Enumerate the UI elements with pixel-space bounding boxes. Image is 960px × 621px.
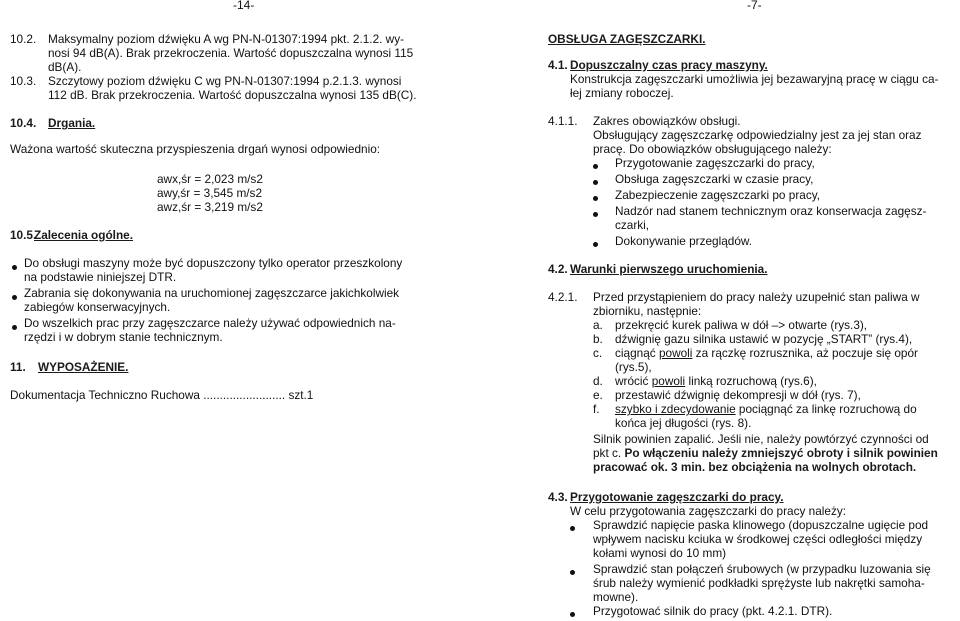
step-label-c: c. <box>593 346 603 360</box>
step-b: dźwignię gazu silnika ustawić w pozycję „START” (rys.4), <box>615 332 913 346</box>
general-bullet1-line1: Do obsługi maszyny może być dopuszczony tylko operator przeszkolony <box>24 256 403 270</box>
section-11-number: 11. <box>10 360 26 374</box>
page-number-left: -14- <box>233 0 255 12</box>
section-4-1-1-number: 4.1.1. <box>548 114 578 128</box>
start-result-line1: Silnik powinien zapalić. Jeśli nie, należy powtórzyć czynności od <box>593 432 929 446</box>
section-10-5-number: 10.5. <box>10 228 37 242</box>
bullet-icon <box>593 159 598 173</box>
step-f <box>615 402 917 416</box>
section-10-2-line1: Maksymalny poziom dźwięku A wg PN-N-01307:1994 pkt. 2.1.2. wy- <box>48 32 405 46</box>
bullet-icon <box>12 320 17 334</box>
bullet-icon <box>570 565 575 579</box>
section-4-1-1-line2: pracę. Do obowiązków obsługującego należy: <box>593 142 832 156</box>
vibration-value-x: awx,śr = 2,023 m/s2 <box>157 172 263 186</box>
vibration-value-y: awy,śr = 3,545 m/s2 <box>157 186 263 200</box>
bullet-icon <box>570 521 575 535</box>
section-4-1-1-line1: Obsługujący zagęszczarkę odpowiedzialny jest za jej stan oraz <box>593 128 922 142</box>
section-4-1-line2: łej zmiany roboczej. <box>570 86 674 100</box>
bullet-icon <box>593 237 598 251</box>
section-4-1-1-title: Zakres obowiązków obsługi. <box>593 114 741 128</box>
step-a: przekręcić kurek paliwa w dół –> otwarte (rys.3), <box>615 318 868 332</box>
duty-item-5: Dokonywanie przeglądów. <box>615 234 753 248</box>
prep-bullet1-line1: Sprawdzić napięcie paska klinowego (dopuszczalne ugięcie pod <box>593 518 929 532</box>
duty-item-4-line2: czarki, <box>615 218 650 232</box>
section-10-2-line3: dB(A). <box>48 60 82 74</box>
step-c-post: za rączkę rozrusznika, aż poczuje się opór <box>692 346 918 360</box>
section-10-2-line2: nosi 94 dB(A). Brak przekroczenia. Wartość dopuszczalna wynosi 115 <box>48 46 414 60</box>
bullet-icon <box>593 175 598 189</box>
section-4-2-1-number: 4.2.1. <box>548 290 578 304</box>
vibration-intro: Ważona wartość skuteczna przyspieszenia drgań wynosi odpowiednio: <box>10 142 381 156</box>
vibration-value-z: awz,śr = 3,219 m/s2 <box>157 200 263 214</box>
section-10-4-heading: Drgania. <box>48 116 96 130</box>
general-bullet3-line2: rzędzi i w dobrym stanie technicznym. <box>24 330 223 344</box>
step-f-emphasis: szybko i zdecydowanie <box>615 402 736 416</box>
section-4-3-number: 4.3. <box>548 490 568 504</box>
step-c-emphasis: powoli <box>658 346 693 360</box>
prep-bullet1-line2: wpływem nacisku kciuka w środkowej części odległości między <box>593 532 923 546</box>
section-4-2-heading: Warunki pierwszego uruchomienia. <box>570 262 768 276</box>
step-label-a: a. <box>593 318 603 332</box>
step-d-post: linką rozruchową (rys.6), <box>685 374 817 388</box>
general-bullet3-line1: Do wszelkich prac przy zagęszczarce należy używać odpowiednich na- <box>24 316 396 330</box>
page-number-right: -7- <box>747 0 762 12</box>
section-4-2-number: 4.2. <box>548 262 568 276</box>
start-result-line2 <box>593 446 938 460</box>
step-d-emphasis: powoli <box>651 374 686 388</box>
section-4-3-intro: W celu przygotowania zagęszczarki do pracy należy: <box>570 504 847 518</box>
prep-bullet2-line1: Sprawdzić stan połączeń śrubowych (w przypadku luzowania się <box>593 562 931 576</box>
bullet-icon <box>570 607 575 621</box>
start-result-pre: pkt c. <box>593 446 625 460</box>
bullet-icon <box>593 191 598 205</box>
start-result-line3: pracować ok. 3 min. bez obciążenia na wolnych obrotach. <box>593 460 917 474</box>
step-f-line2: końca jej długości (rys. 8). <box>615 416 752 430</box>
section-10-3-number: 10.3. <box>10 74 37 88</box>
equipment-item: Dokumentacja Techniczno Ruchowa ......................... szt.1 <box>10 388 314 402</box>
general-bullet2-line2: zabiegów konserwacyjnych. <box>24 300 171 314</box>
section-4-1-number: 4.1. <box>548 58 568 72</box>
section-10-2-number: 10.2. <box>10 32 37 46</box>
start-result-bold: Po włączeniu należy zmniejszyć obroty i silnik powinien <box>624 446 938 460</box>
step-c-pre: ciągnąć <box>615 346 659 360</box>
general-bullet2-line1: Zabrania się dokonywania na uruchomionej zagęszczarce jakichkolwiek <box>24 286 400 300</box>
step-f-post: pociągnąć za linkę rozruchową do <box>735 402 917 416</box>
duty-item-4-line1: Nadzór nad stanem technicznym oraz konserwacja zagęsz- <box>615 204 927 218</box>
step-e: przestawić dźwignię dekompresji w dół (rys. 7), <box>615 388 861 402</box>
bullet-icon <box>12 290 17 304</box>
step-label-f: f. <box>593 402 600 416</box>
step-d-pre: wrócić <box>615 374 652 388</box>
section-4-2-1-line1: Przed przystąpieniem do pracy należy uzupełnić stan paliwa w <box>593 290 920 304</box>
step-label-b: b. <box>593 332 603 346</box>
prep-bullet2-line2: śrub należy wymienić podkładki sprężyste lub nakrętki samoha- <box>593 576 925 590</box>
bullet-icon <box>12 260 17 274</box>
duty-item-1: Przygotowanie zagęszczarki do pracy, <box>615 156 815 170</box>
prep-bullet3: Przygotować silnik do pracy (pkt. 4.2.1. DTR). <box>593 604 833 618</box>
right-title: OBSŁUGA ZAGĘSZCZARKI. <box>548 32 706 46</box>
bullet-icon <box>593 207 598 221</box>
section-10-3-line2: 112 dB. Brak przekroczenia. Wartość dopuszczalna wynosi 135 dB(C). <box>48 88 417 102</box>
step-label-d: d. <box>593 374 603 388</box>
step-c <box>615 346 918 360</box>
section-11-heading: WYPOSAŻENIE. <box>38 360 129 374</box>
duty-item-2: Obsługa zagęszczarki w czasie pracy, <box>615 172 814 186</box>
section-4-1-heading: Dopuszczalny czas pracy maszyny. <box>570 58 768 72</box>
duty-item-3: Zabezpieczenie zagęszczarki po pracy, <box>615 188 821 202</box>
section-4-1-line1: Konstrukcja zagęszczarki umożliwia jej bezawaryjną pracę w ciągu ca- <box>570 72 939 86</box>
section-10-5-heading: Zalecenia ogólne. <box>34 228 133 242</box>
section-10-3-line1: Szczytowy poziom dźwięku C wg PN-N-01307:1994 p.2.1.3. wynosi <box>48 74 402 88</box>
general-bullet1-line2: na podstawie niniejszej DTR. <box>24 270 177 284</box>
section-4-2-1-line2: zbiorniku, następnie: <box>593 304 702 318</box>
section-4-3-heading: Przygotowanie zagęszczarki do pracy. <box>570 490 784 504</box>
step-c-line2: (rys.5), <box>615 360 652 374</box>
section-10-4-number: 10.4. <box>10 116 37 130</box>
step-d <box>615 374 817 388</box>
step-label-e: e. <box>593 388 603 402</box>
prep-bullet2-line3: mowne). <box>593 590 639 604</box>
prep-bullet1-line3: kołami wynosi do 10 mm) <box>593 546 727 560</box>
